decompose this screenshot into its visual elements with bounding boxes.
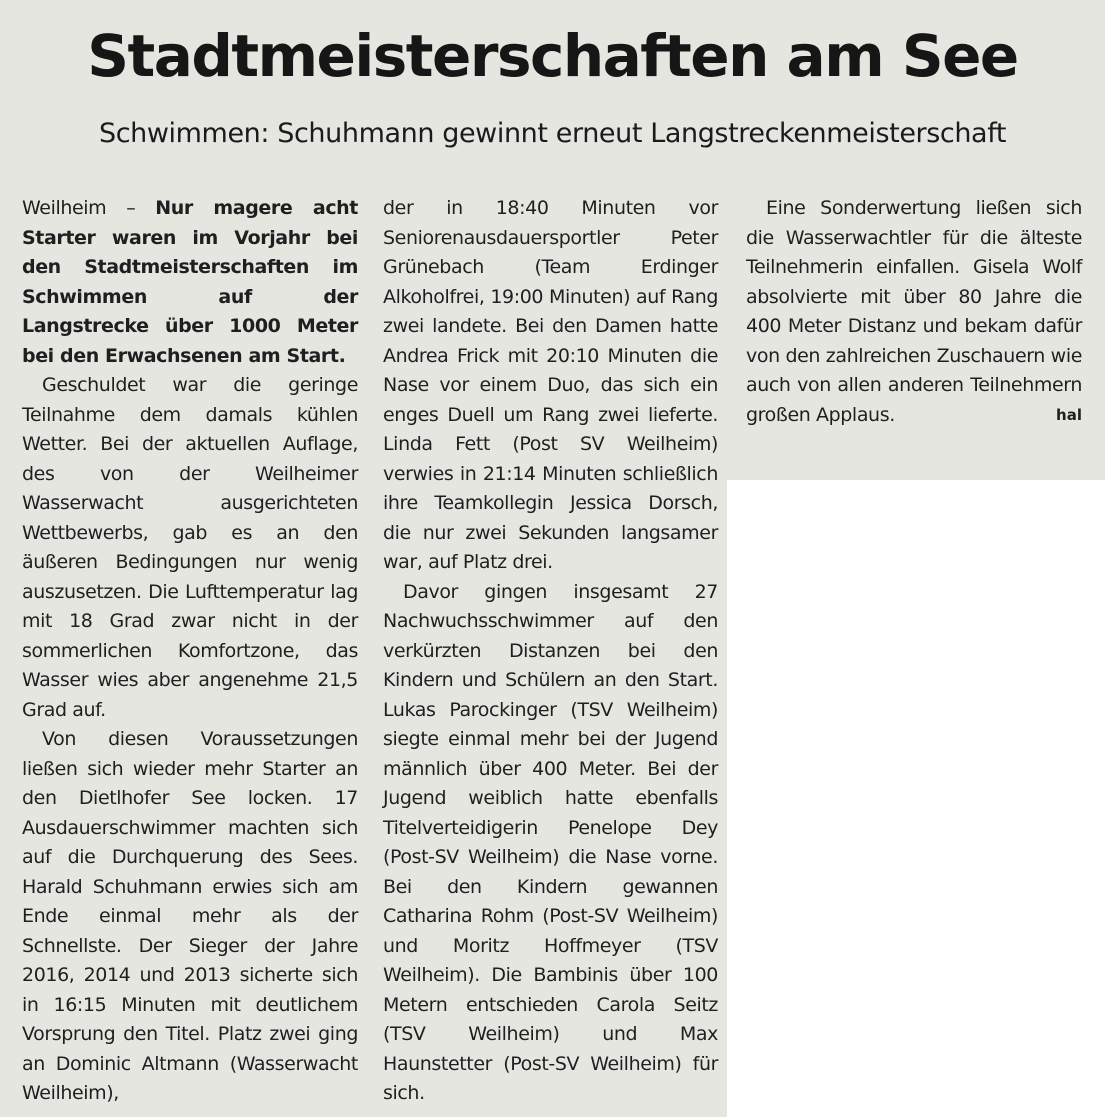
article-column-3 bbox=[746, 194, 1082, 430]
article-headline: Stadtmeisterschaften am See bbox=[87, 22, 1018, 90]
author-initials: hal bbox=[1056, 405, 1082, 424]
article-paragraph-3: der in 18:40 Minuten vor Seniorenausdauersportler Peter Grünebach (Team Erdinger Alkoholfrei, 19:00 Minuten) auf Rang zwei landete. Bei den Damen hatte Andrea Frick mit 20:10 Minuten die Nase vor einem Duo, das sich ein enges Duell um Rang zwei lieferte. Linda Fett (Post SV Weilheim) verwies in 21:14 Minuten schließlich ihre Teamkollegin Jessica Dorsch, die nur zwei Sekunden langsamer war, auf Platz drei. bbox=[383, 197, 718, 573]
article-dateline: Weilheim – bbox=[22, 197, 156, 219]
article-paragraph-5-text: Eine Sonderwertung ließen sich die Wasserwachtler für die älteste Teilnehmerin einfallen. Gisela Wolf absolvierte mit über 80 Jahre die 400 Meter Distanz und bekam dafür von den zahlreichen Zuschauern wie auch von allen anderen Teilnehmern großen Applaus. bbox=[746, 197, 1082, 426]
article-subheadline: Schwimmen: Schuhmann gewinnt erneut Langstreckenmeisterschaft bbox=[98, 118, 1007, 149]
article-paragraph-5 bbox=[746, 194, 1082, 430]
article-lead: Nur magere acht Starter waren im Vorjahr bei den Stadtmeisterschaften im Schwimmen auf der Langstrecke über 1000 Meter bei den Erwachsenen am Start. bbox=[22, 197, 358, 367]
article-paragraph-4: Davor gingen insgesamt 27 Nachwuchsschwimmer auf den verkürzten Distanzen bei den Kindern und Schülern an den Start. Lukas Parockinger (TSV Weilheim) siegte einmal mehr bei der Jugend männlich über 400 Meter. Bei der Jugend weiblich hatte ebenfalls Titelverteidigerin Penelope Dey (Post-SV Weilheim) die Nase vorne. Bei den Kindern gewannen Catharina Rohm (Post-SV Weilheim) und Moritz Hoffmeyer (TSV Weilheim). Die Bambinis über 100 Metern entschieden Carola Seitz (TSV Weilheim) und Max Haunstetter (Post-SV Weilheim) für sich. bbox=[383, 580, 718, 1104]
article-paragraph-1: Geschuldet war die geringe Teilnahme dem damals kühlen Wetter. Bei der aktuellen Auflage, des von der Weilheimer Wasserwacht ausgerichteten Wettbewerbs, gab es an den äußeren Bedingungen nur wenig auszusetzen. Die Lufttemperatur lag mit 18 Grad zwar nicht in der sommerlichen Komfortzone, das Wasser wies aber angenehme 21,5 Grad auf. bbox=[22, 374, 358, 721]
article-lead-paragraph bbox=[22, 194, 358, 371]
article-column-1 bbox=[22, 194, 358, 1109]
article-paragraph-2: Von diesen Voraussetzungen ließen sich wieder mehr Starter an den Dietlhofer See locken. 17 Ausdauerschwimmer machten sich auf die Durchquerung des Sees. Harald Schuhmann erwies sich am Ende einmal mehr als der Schnellste. Der Sieger der Jahre 2016, 2014 und 2013 sicherte sich in 16:15 Minuten mit deutlichem Vorsprung den Titel. Platz zwei ging an Dominic Altmann (Wasserwacht Weilheim), bbox=[22, 728, 358, 1104]
article-column-2 bbox=[383, 194, 718, 1109]
